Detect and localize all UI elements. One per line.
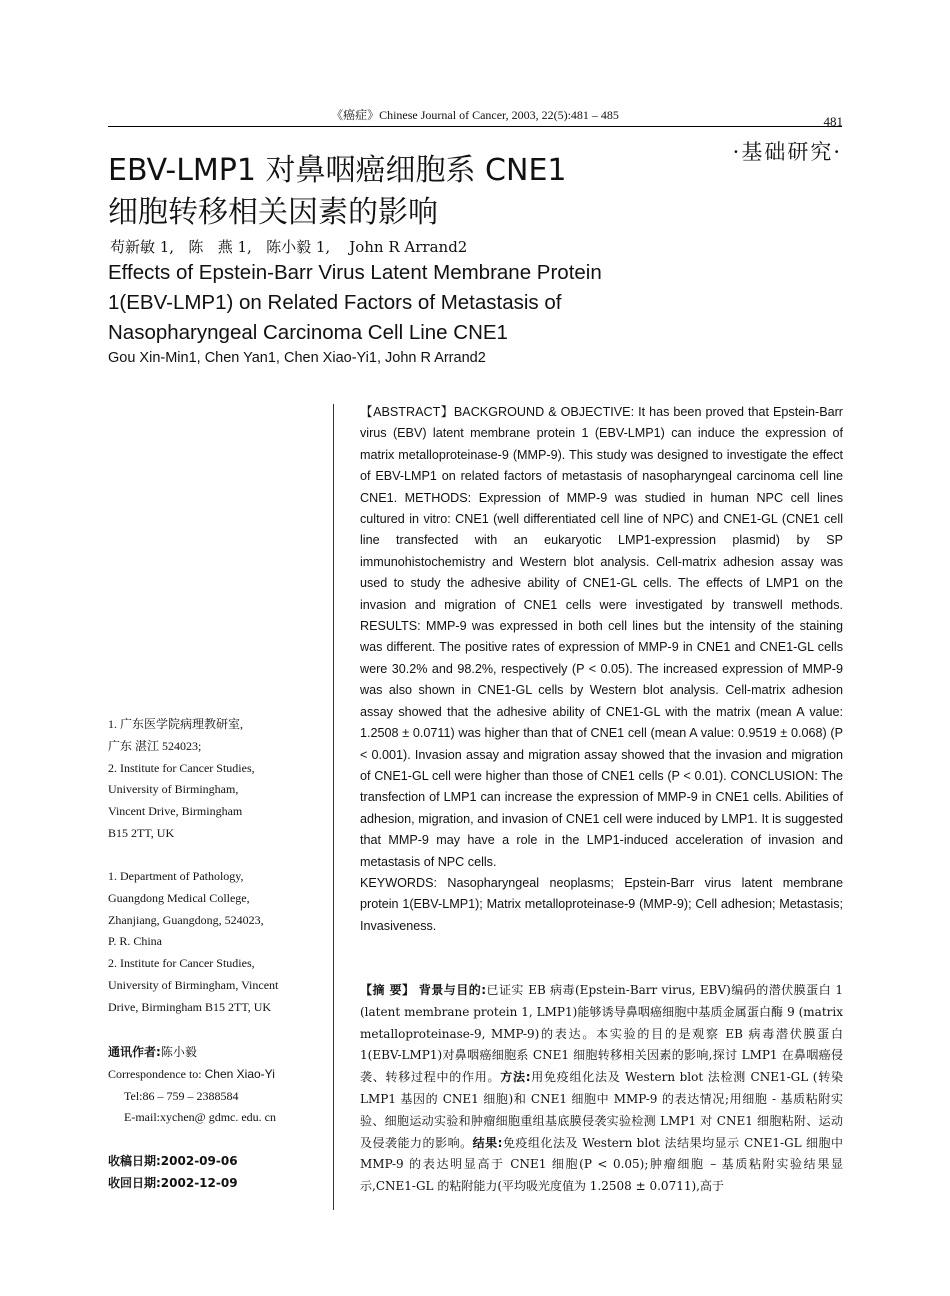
email[interactable]: E-mail:xychen@ gdmc. edu. cn [124, 1110, 277, 1125]
affiliations-chinese [108, 714, 308, 845]
correspondence [108, 1042, 328, 1129]
abstract-cn-text: 免疫组化法及 Western blot 法结果均显示 CNE1-GL 细胞中 MMP-9 的表达明显高于 CNE1 细胞(P < 0.05);肿瘤细胞 – 基质粘附实验结果显示,CNE1-GL 的粘附能力(平均吸光度值为 1.2508 ± 0.0711),高于 [360, 1135, 843, 1194]
affiliation-line: 2. Institute for Cancer Studies, [108, 760, 255, 775]
keywords: KEYWORDS: Nasopharyngeal neoplasms; Epstein-Barr virus latent membrane protein 1(EBV-LMP1); Matrix metalloproteinase-9 (MMP-9); Cell adhesion; Metastasis; Invasiveness. [360, 875, 843, 933]
affiliation-line: University of Birmingham, [108, 782, 239, 797]
abstract-english [360, 402, 843, 937]
title-en-line: Nasopharyngeal Carcinoma Cell Line CNE1 [108, 321, 508, 344]
revised-date: 收回日期:2002-12-09 [108, 1176, 238, 1190]
title-en-line: 1(EBV-LMP1) on Related Factors of Metastasis of [108, 291, 562, 314]
dates [108, 1150, 328, 1194]
correspondence-name-cn: 陈小毅 [160, 1045, 197, 1059]
affiliation-line: Vincent Drive, Birmingham [108, 804, 243, 819]
affiliation-line: P. R. China [108, 934, 163, 949]
abstract-cn-text: 用免疫组化法及 Western blot 法检测 CNE1-GL (转染 LMP1 基因的 CNE1 细胞)和 CNE1 细胞中 MMP-9 的表达情况;用细胞 - 基质粘附实验、细胞运动实验和肿瘤细胞重组基底膜侵袭实验检测 LMP1 对 CNE1 细胞粘附、运动及侵袭能力的影响。 [360, 1070, 843, 1150]
title-chinese [108, 150, 668, 234]
title-english [108, 258, 668, 348]
running-header: 《癌症》Chinese Journal of Cancer, 2003, 22(5):481 – 485 [331, 108, 619, 122]
abstract-body: 【ABSTRACT】BACKGROUND & OBJECTIVE: It has been proved that Epstein-Barr virus (EBV) latent membrane protein 1 (EBV-LMP1) can induce the expression of matrix metalloproteinase-9 (MMP-9). This study was designed to investigate the effect of EBV-LMP1 on related factors of metastasis of nasopharyngeal carcinoma cell line CNE1. METHODS: Expression of MMP-9 was studied in human NPC cell lines cultured in vitro: CNE1 (well differentiated cell line of NPC) and CNE1-GL (CNE1 cell line transfected with an eukaryotic LMP1-expression plasmid) by SP immunohistochemistry and Western blot analysis. Cell-matrix adhesion assay was used to study the adhesive ability of CNE1-GL cells. The effects of LMP1 on the invasion and migration of CNE1 cells were investigated by transwell methods. RESULTS: MMP-9 was expressed in both cell lines but the intensity of the staining was different. The positive rates of expression of MMP-9 in CNE1 and CNE1-GL cells were 30.2% and 98.2%, respectively (P < 0.05). The increased expression of MMP-9 was also shown in CNE1-GL cells by Western blot analysis. Cell-matrix adhesion assay showed that the adhesive ability of CNE1-GL with the matrix (mean A value: 1.2508 ± 0.0711) was higher than that of CNE1 cell (mean A value: 0.9519 ± 0.068) (P < 0.001). Invasion assay and migration assay showed that the invasion and migration of CNE1-GL cell were higher than those of CNE1 cells (P < 0.01). CONCLUSION: The transfection of LMP1 can increase the expression of MMP-9 in CNE1 cells. Abilities of adhesion, migration, and invasion of CNE1 cell were induced by LMP1. It is suggested that MMP-9 may have a role in the LMP1-induced acceleration of invasion and metastasis of NPC cells. [360, 405, 843, 869]
title-en-line: Effects of Epstein-Barr Virus Latent Membrane Protein [108, 261, 602, 284]
abstract-cn-label: 【摘 要】 [360, 983, 415, 997]
correspondence-name-en: Chen Xiao-Yi [204, 1066, 275, 1081]
page-number: 481 [823, 114, 843, 129]
affiliation-line: Zhanjiang, Guangdong, 524023, [108, 912, 264, 927]
section-label: ·基础研究· [732, 140, 842, 164]
column-divider [333, 404, 334, 1210]
telephone: Tel:86 – 759 – 2388584 [124, 1088, 239, 1103]
affiliation-line: 2. Institute for Cancer Studies, [108, 956, 255, 971]
title-cn-line: 细胞转移相关因素的影响 [108, 195, 438, 230]
results-label: 结果: [472, 1135, 503, 1150]
affiliation-line: 1. Department of Pathology, [108, 869, 244, 883]
received-date: 收稿日期:2002-09-06 [108, 1154, 238, 1168]
affiliation-line: B15 2TT, UK [108, 825, 175, 840]
affiliation-line: University of Birmingham, Vincent [108, 977, 279, 992]
header-rule [108, 126, 842, 127]
affiliation-line: 1. 广东医学院病理教研室, [108, 717, 244, 731]
methods-label: 方法: [500, 1070, 531, 1085]
authors-chinese: 苟新敏 1, 陈 燕 1, 陈小毅 1, John R Arrand2 [110, 238, 468, 256]
affiliation-line: 广东 湛江 524023; [108, 738, 202, 753]
correspondence-label-en: Correspondence to: [108, 1066, 205, 1081]
abstract-chinese [360, 980, 843, 1198]
affiliations-english [108, 866, 308, 1019]
objective-label: 背景与目的: [418, 983, 487, 997]
affiliation-line: Drive, Birmingham B15 2TT, UK [108, 999, 272, 1014]
correspondence-label-cn: 通讯作者: [108, 1045, 161, 1059]
authors-english: Gou Xin-Min1, Chen Yan1, Chen Xiao-Yi1, John R Arrand2 [108, 350, 486, 366]
abstract-cn-text: 已证实 EB 病毒(Epstein-Barr virus, EBV)编码的潜伏膜蛋白 1 (latent membrane protein 1, LMP1)能够诱导鼻咽癌细胞中基质金属蛋白酶 9 (matrix metalloproteinase-9, MMP-9)的表达。本实验的目的是观察 EB 病毒潜伏膜蛋白 1(EBV-LMP1)对鼻咽癌细胞系 CNE1 细胞转移相关因素的影响,探讨 LMP1 在鼻咽癌侵袭、转移过程中的作用。 [360, 983, 843, 1085]
affiliation-line: Guangdong Medical College, [108, 890, 250, 905]
title-cn-line: EBV-LMP1 对鼻咽癌细胞系 CNE1 [108, 153, 567, 188]
